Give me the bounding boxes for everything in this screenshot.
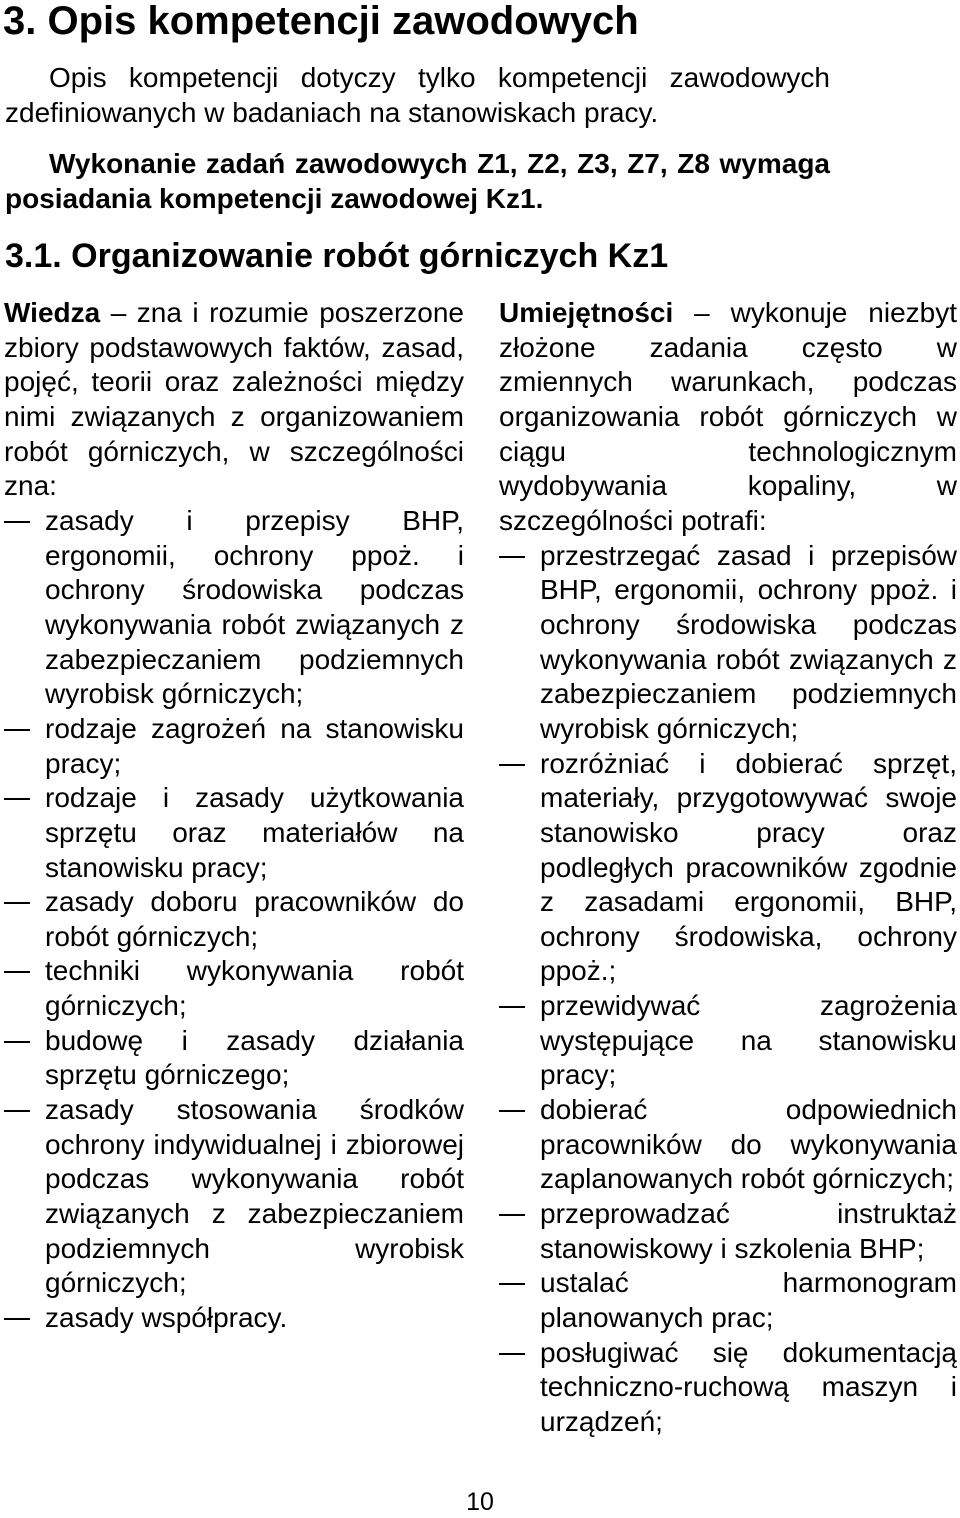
- list-item-text: ustalać harmonogram planowanych prac;: [540, 1267, 957, 1334]
- knowledge-label: Wiedza: [4, 297, 101, 328]
- list-item: [4, 1301, 464, 1336]
- list-item-text: zasady i przepisy BHP, ergonomii, ochrony ppoż. i ochrony środowiska podczas wykonywania robót związanych z zabezpieczaniem podziemnych wyrobisk górniczych;: [45, 504, 464, 710]
- list-item: [499, 989, 957, 1093]
- skills-intro: [499, 296, 957, 539]
- list-item: [4, 781, 464, 885]
- list-item-text: przewidywać zagrożenia występujące na stanowisku pracy;: [540, 990, 957, 1091]
- list-item: [4, 504, 464, 712]
- skills-list: [499, 539, 957, 1440]
- list-item-text: dobierać odpowiednich pracowników do wykonywania zaplanowanych robót górniczych;: [540, 1094, 957, 1195]
- dash-bullet-icon: [499, 1283, 525, 1285]
- dash-bullet-icon: [4, 521, 30, 523]
- list-item-text: posługiwać się dokumentacją techniczno-ruchową maszyn i urządzeń;: [540, 1336, 957, 1437]
- list-item: [499, 1266, 957, 1335]
- list-item: [499, 1336, 957, 1440]
- dash-bullet-icon: [499, 1110, 525, 1112]
- list-item: [4, 712, 464, 781]
- list-item-text: rodzaje zagrożeń na stanowisku pracy;: [45, 712, 464, 779]
- dash-bullet-icon: [4, 1041, 30, 1043]
- list-item-text: zasady stosowania środków ochrony indywidualnej i zbiorowej podczas wykonywania robót związanych z zabezpieczaniem podziemnych wyrobisk górniczych;: [45, 1094, 464, 1299]
- dash-bullet-icon: [4, 971, 30, 973]
- list-item: [4, 885, 464, 954]
- dash-bullet-icon: [4, 729, 30, 731]
- list-item: [499, 747, 957, 990]
- requirement-paragraph: Wykonanie zadań zawodowych Z1, Z2, Z3, Z7, Z8 wymaga posiadania kompetencji zawodowej Kz1.: [5, 148, 830, 214]
- knowledge-text: – zna i rozumie poszerzone zbiory podstawowych faktów, zasad, pojęć, teorii oraz zależności między nimi związanych z organizowaniem robót górniczych, w szczególności zna:: [4, 297, 464, 502]
- list-item: [4, 954, 464, 1023]
- list-item-text: przeprowadzać instruktaż stanowiskowy i szkolenia BHP;: [540, 1198, 957, 1264]
- list-item: [4, 1093, 464, 1301]
- list-item-text: budowę i zasady działania sprzętu górniczego;: [45, 1024, 464, 1091]
- list-item: [499, 1197, 957, 1266]
- list-item: [499, 1093, 957, 1197]
- skills-text: – wykonuje niezbyt złożone zadania często w zmiennych warunkach, podczas organizowania robót górniczych w ciągu technologicznym wydobywania kopaliny, w szczególności potrafi:: [499, 297, 957, 536]
- dash-bullet-icon: [4, 1318, 30, 1320]
- dash-bullet-icon: [499, 556, 525, 558]
- list-item: [4, 1024, 464, 1093]
- dash-bullet-icon: [4, 902, 30, 904]
- subsection-title: 3.1. Organizowanie robót górniczych Kz1: [5, 237, 669, 275]
- list-item: [499, 539, 957, 747]
- list-item-text: rodzaje i zasady użytkowania sprzętu oraz materiałów na stanowisku pracy;: [45, 782, 464, 883]
- page-number: 10: [466, 1488, 494, 1516]
- knowledge-column: [4, 296, 464, 1336]
- dash-bullet-icon: [499, 1353, 525, 1355]
- list-item-text: rozróżniać i dobierać sprzęt, materiały, przygotowywać swoje stanowisko pracy oraz podległych pracowników zgodnie z zasadami ergonomii, BHP, ochrony środowiska, ochrony ppoż.;: [540, 747, 957, 987]
- skills-column: [499, 296, 957, 1440]
- list-item-text: techniki wykonywania robót górniczych;: [45, 955, 464, 1022]
- skills-label: Umiejętności: [499, 297, 674, 328]
- section-title: 3. Opis kompetencji zawodowych: [3, 0, 639, 43]
- dash-bullet-icon: [499, 1006, 525, 1008]
- list-item-text: zasady doboru pracowników do robót górniczych;: [45, 886, 464, 952]
- dash-bullet-icon: [4, 798, 30, 800]
- knowledge-list: [4, 504, 464, 1336]
- knowledge-intro: [4, 296, 464, 504]
- dash-bullet-icon: [499, 1214, 525, 1216]
- list-item-text: zasady współpracy.: [45, 1302, 288, 1334]
- list-item-text: przestrzegać zasad i przepisów BHP, ergonomii, ochrony ppoż. i ochrony środowiska podczas wykonywania robót związanych z zabezpieczaniem podziemnych wyrobisk górniczych;: [540, 539, 957, 744]
- intro-paragraph: Opis kompetencji dotyczy tylko kompetencji zawodowych zdefiniowanych w badaniach na stanowiskach pracy.: [5, 62, 830, 128]
- dash-bullet-icon: [4, 1110, 30, 1112]
- dash-bullet-icon: [499, 764, 525, 766]
